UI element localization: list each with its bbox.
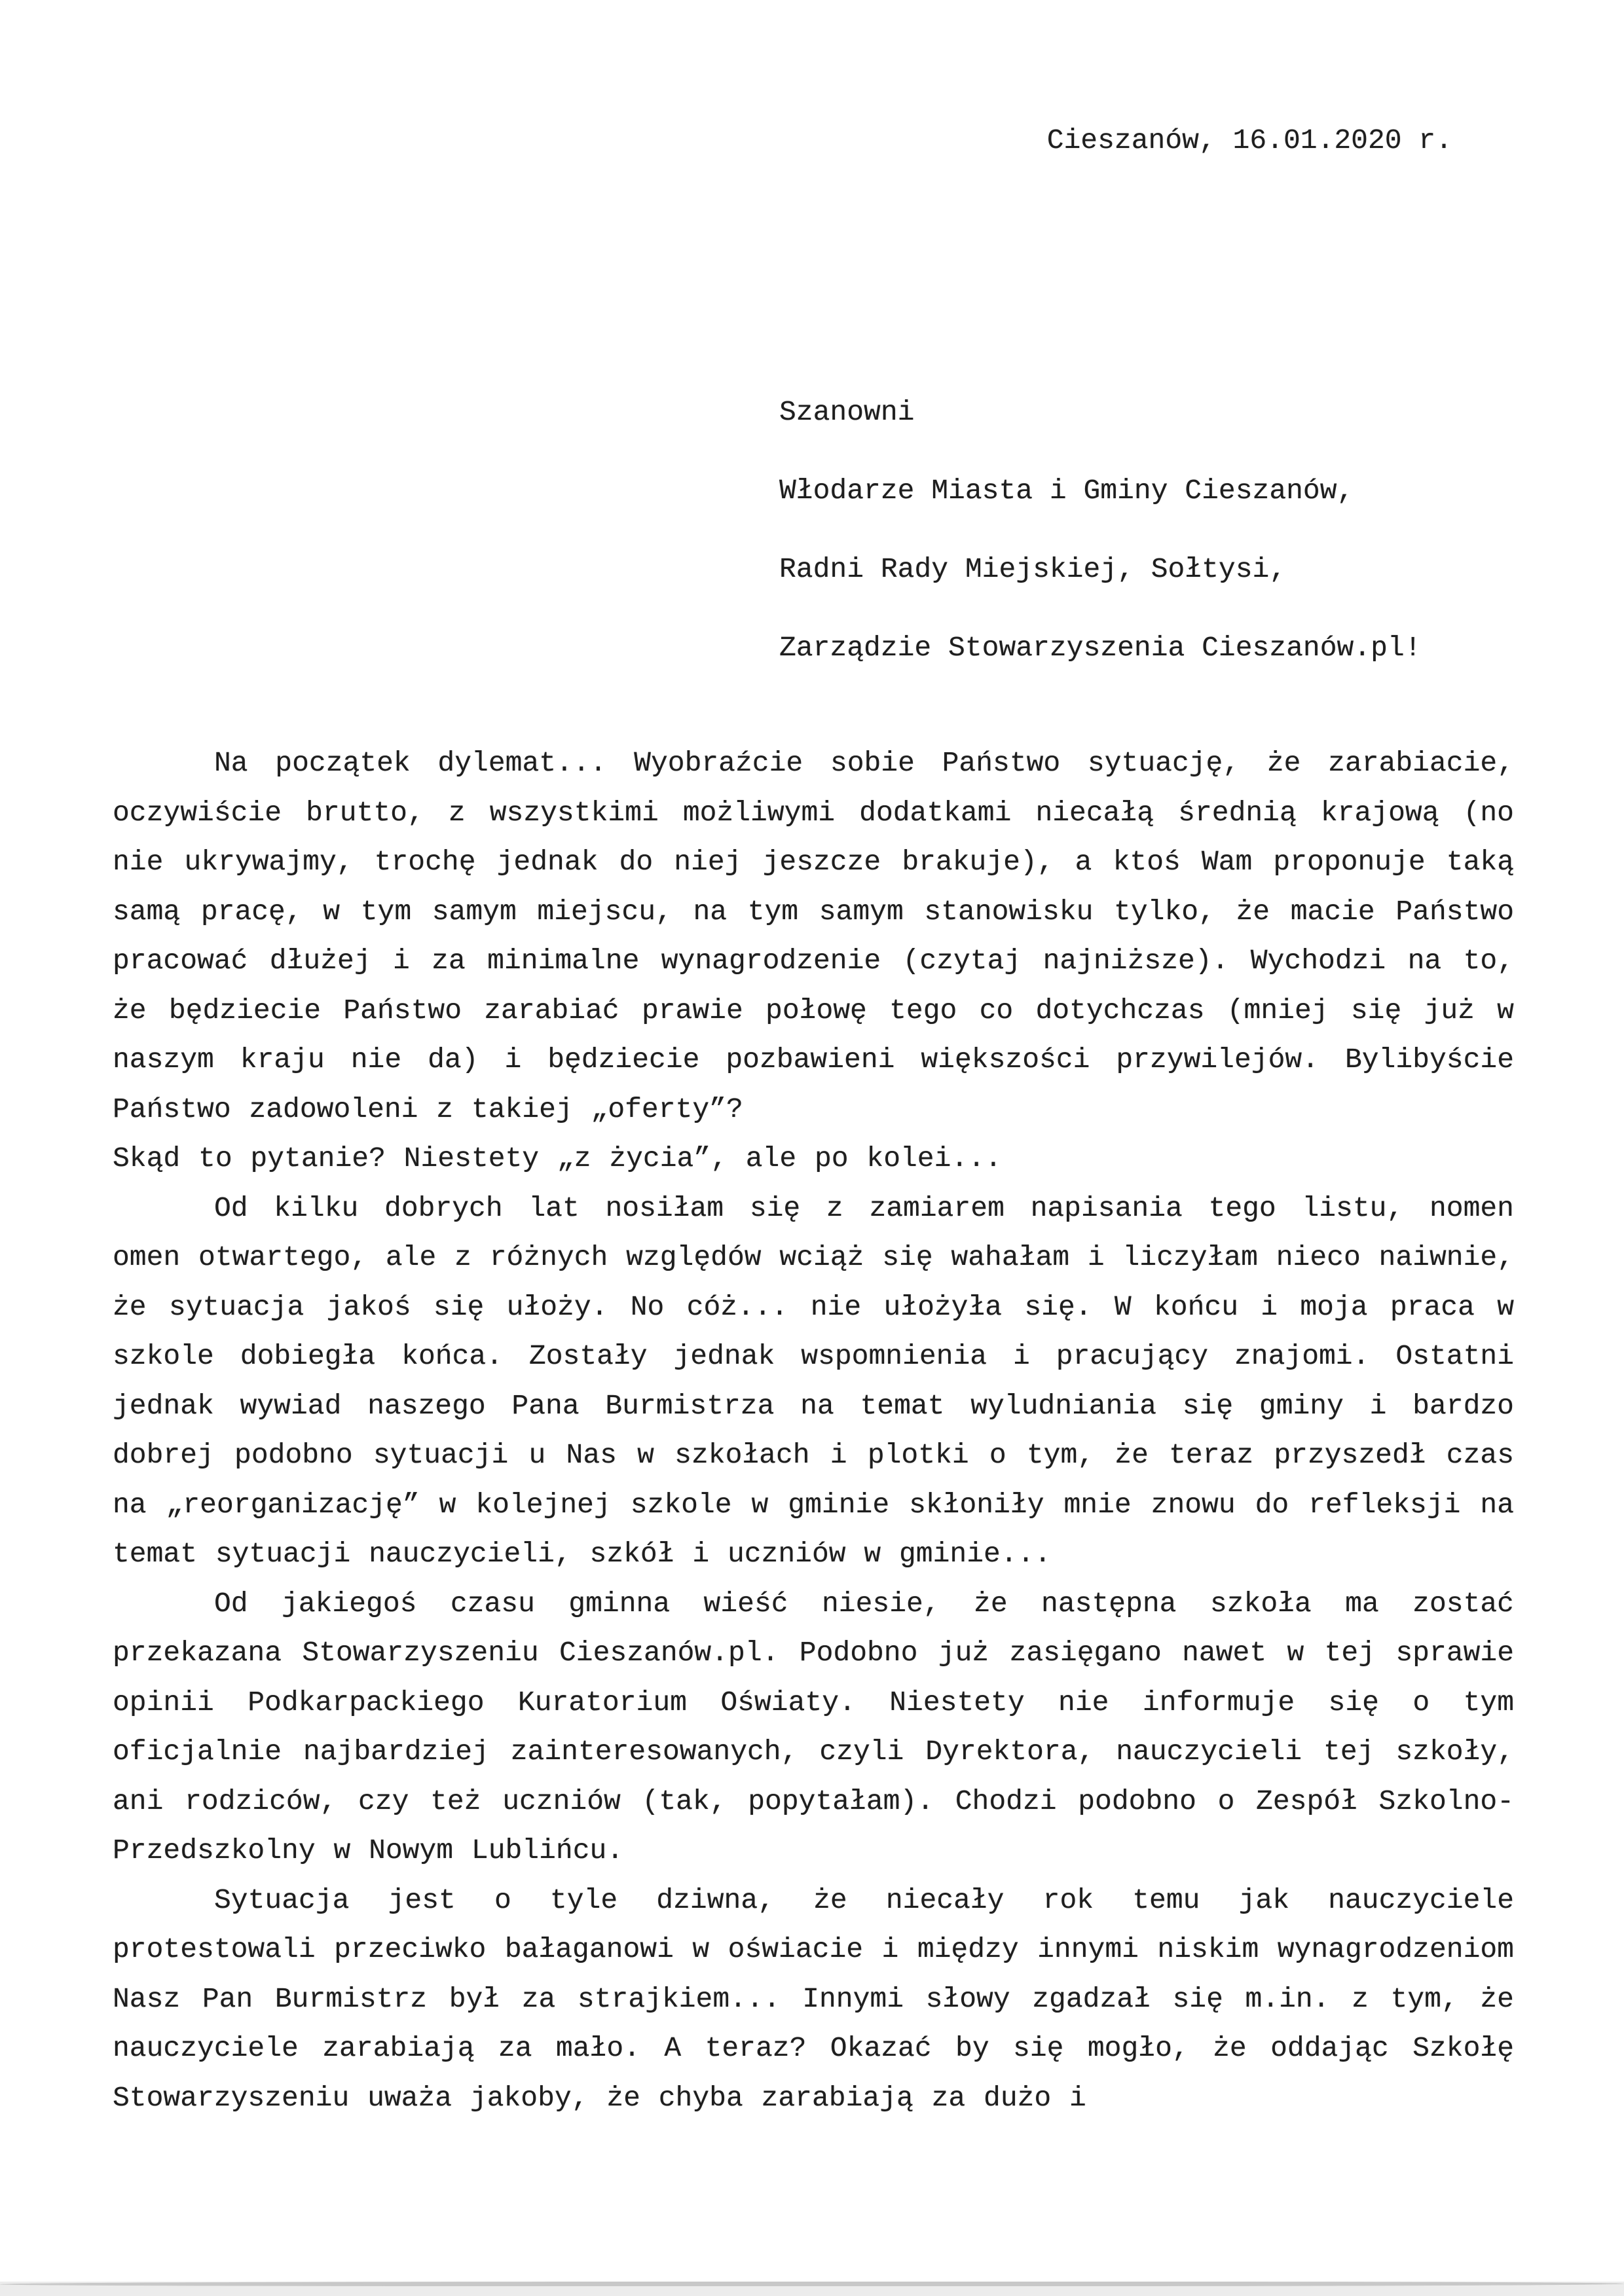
letter-paragraph: Skąd to pytanie? Niestety „z życia”, ale po kolei...: [113, 1142, 1002, 1175]
recipient-line: Włodarze Miasta i Gminy Cieszanów,: [779, 475, 1354, 507]
recipient-line: Radni Rady Miejskiej, Sołtysi,: [779, 553, 1287, 585]
letter-body: [113, 738, 1514, 2123]
date-line: Cieszanów, 16.01.2020 r.: [1046, 124, 1452, 156]
letter-paragraph: Na początek dylemat... Wyobraźcie sobie Państwo sytuację, że zarabiacie, oczywiście brutto, z wszystkimi możliwymi dodatkami niecałą średnią krajową (no nie ukrywajmy, trochę jednak do niej jeszcze brakuje), a ktoś Wam proponuje taką samą pracę, w tym samym miejscu, na tym samym stanowisku tylko, że macie Państwo pracować dłużej i za minimalne wynagrodzenie (czytaj najniższe). Wychodzi na to, że będziecie Państwo zarabiać prawie połowę tego co dotychczas (mniej się już w naszym kraju nie da) i będziecie pozbawieni większości przywilejów. Bylibyście Państwo zadowoleni z takiej „oferty”?: [113, 747, 1514, 1125]
recipient-line: Szanowni: [779, 396, 915, 428]
recipient-line: Zarządzie Stowarzyszenia Cieszanów.pl!: [779, 632, 1422, 664]
scan-artifact-bottom-edge: [0, 2282, 1624, 2296]
recipient-block: [779, 373, 1422, 687]
letter-paragraph: Od jakiegoś czasu gminna wieść niesie, że następna szkoła ma zostać przekazana Stowarzyszeniu Cieszanów.pl. Podobno już zasięgano nawet w tej sprawie opinii Podkarpackiego Kuratorium Oświaty. Niestety nie informuje się o tym oficjalnie najbardziej zainteresowanych, czyli Dyrektora, nauczycieli tej szkoły, ani rodziców, czy też uczniów (tak, popytałam). Chodzi podobno o Zespół Szkolno-Przedszkolny w Nowym Lublińcu.: [113, 1587, 1514, 1867]
letter-paragraph: Od kilku dobrych lat nosiłam się z zamiarem napisania tego listu, nomen omen otwartego, ale z różnych względów wciąż się wahałam i liczyłam nieco naiwnie, że sytuacja jakoś się ułoży. No cóż... nie ułożyła się. W końcu i moja praca w szkole dobiegła końca. Zostały jednak wspomnienia i pracujący znajomi. Ostatni jednak wywiad naszego Pana Burmistrza na temat wyludniania się gminy i bardzo dobrej podobno sytuacji u Nas w szkołach i plotki o tym, że teraz przyszedł czas na „reorganizację” w kolejnej szkole w gminie skłoniły mnie znowu do refleksji na temat sytuacji nauczycieli, szkół i uczniów w gminie...: [113, 1192, 1514, 1570]
letter-paragraph: Sytuacja jest o tyle dziwna, że niecały rok temu jak nauczyciele protestowali przeciwko bałaganowi w oświacie i między innymi niskim wynagrodzeniom Nasz Pan Burmistrz był za strajkiem... Innymi słowy zgadzał się m.in. z tym, że nauczyciele zarabiają za mało. A teraz? Okazać by się mogło, że oddając Szkołę Stowarzyszeniu uważa jakoby, że chyba zarabiają za dużo i: [113, 1884, 1514, 2114]
